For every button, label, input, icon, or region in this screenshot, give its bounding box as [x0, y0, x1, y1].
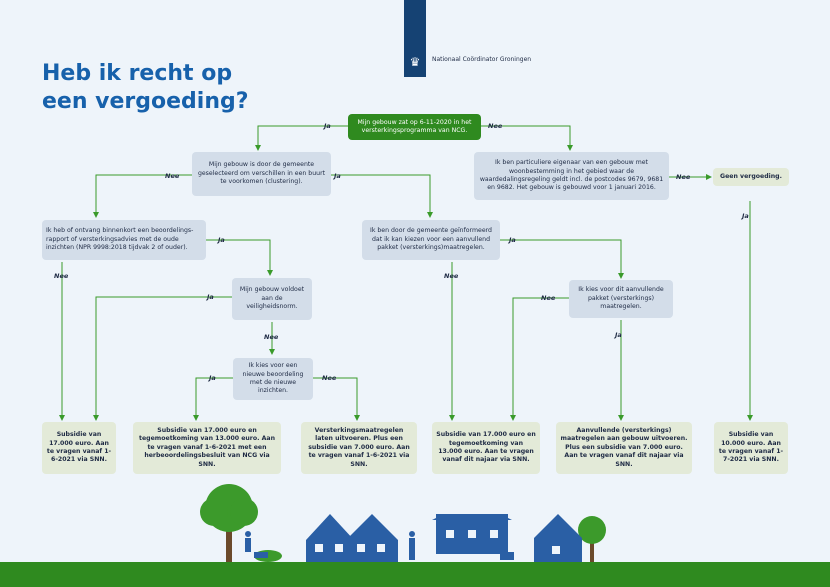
- label-informed-nee: Nee: [444, 272, 459, 280]
- edge-new-nee: [313, 378, 357, 420]
- label-new-nee: Nee: [322, 374, 337, 382]
- node-private-owner: Ik ben particuliere eigenaar van een gebouw met woonbestemming in het gebied waar de waardedalingsregeling geldt incl. de postcodes 9679, 9681 en 9682. Het gebouw is gebouwd voor 1 januari 2016.: [474, 152, 669, 200]
- outcome-subsidy-17000-13000-fall: Subsidie van 17.000 euro en tegemoetkoming van 13.000 euro. Aan te vragen vanaf dit najaar via SNN.: [432, 422, 540, 474]
- label-assessment-nee: Nee: [54, 272, 69, 280]
- edge-assessment-ja: [206, 240, 270, 275]
- edge-norm-ja: [96, 297, 232, 420]
- edge-start-ja: [258, 126, 348, 150]
- edge-informed-ja: [500, 240, 621, 278]
- edge-package-nee: [513, 298, 569, 420]
- label-package-ja: Ja: [615, 331, 622, 339]
- node-choose-new-assessment: Ik kies voor een nieuwe beoordeling met de nieuwe inzichten.: [233, 358, 313, 400]
- label-package-nee: Nee: [541, 294, 556, 302]
- label-norm-nee: Nee: [264, 333, 279, 341]
- page-title: [42, 60, 272, 116]
- label-norm-ja: Ja: [207, 293, 214, 301]
- label-owner-ja: Ja: [742, 212, 749, 220]
- outcome-subsidy-17000-13000: Subsidie van 17.000 euro en tegemoetkoming van 13.000 euro. Aan te vragen vanaf 1-6-2021 met een herbeoordelingsbesluit van NCG via SNN.: [133, 422, 281, 474]
- organization-name: Nationaal Coördinator Groningen: [432, 56, 532, 63]
- landscape-illustration: [200, 484, 606, 564]
- outcome-subsidy-17000-left: Subsidie van 17.000 euro. Aan te vragen vanaf 1-6-2021 via SNN.: [42, 422, 116, 474]
- page-title-line2: een vergoeding?: [42, 89, 249, 114]
- label-start-nee: Nee: [488, 122, 503, 130]
- grass-strip: [0, 562, 830, 587]
- outcome-no-compensation: Geen vergoeding.: [713, 168, 789, 186]
- outcome-additional-measures: Aanvullende (versterkings) maatregelen aan gebouw uitvoeren. Plus een subsidie van 7.000 euro. Aan te vragen vanaf dit najaar via SNN.: [556, 422, 692, 474]
- node-start: Mijn gebouw zat op 6-11-2020 in het versterkingsprogramma van NCG.: [348, 114, 481, 140]
- page-title-line1: Heb ik recht op: [42, 61, 233, 86]
- label-start-ja: Ja: [324, 122, 331, 130]
- node-assessment-received: Ik heb of ontvang binnenkort een beoordelings-rapport of versterkingsadvies met de oude inzichten (NPR 9998:2018 tijdvak 2 of ouder).: [42, 220, 206, 260]
- crown-emblem-icon: ♛: [409, 55, 421, 69]
- label-informed-ja: Ja: [509, 236, 516, 244]
- label-owner-nee: Nee: [676, 173, 691, 181]
- node-selected-by-municipality: Mijn gebouw is door de gemeente geselecteerd om verschillen in een buurt te voorkomen (clustering).: [192, 152, 331, 196]
- label-assessment-ja: Ja: [218, 236, 225, 244]
- outcome-reinforcement-7000: Versterkingsmaatregelen laten uitvoeren. Plus een subsidie van 7.000 euro. Aan te vragen vanaf 1-6-2021 via SNN.: [301, 422, 417, 474]
- edge-selected-ja: [331, 175, 430, 217]
- outcome-subsidy-10000: Subsidie van 10.000 euro. Aan te vragen vanaf 1-7-2021 via SNN.: [714, 422, 788, 474]
- node-meets-safety-norm: Mijn gebouw voldoet aan de veiligheidsnorm.: [232, 278, 312, 320]
- node-informed-by-municipality: Ik ben door de gemeente geïnformeerd dat ik kan kiezen voor een aanvullend pakket (versterkings)maatregelen.: [362, 220, 500, 260]
- label-selected-ja: Ja: [334, 172, 341, 180]
- node-choose-package: Ik kies voor dit aanvullende pakket (versterkings) maatregelen.: [569, 280, 673, 318]
- label-new-ja: Ja: [209, 374, 216, 382]
- label-selected-nee: Nee: [165, 172, 180, 180]
- edge-new-ja: [196, 378, 233, 420]
- edge-selected-nee: [96, 175, 192, 217]
